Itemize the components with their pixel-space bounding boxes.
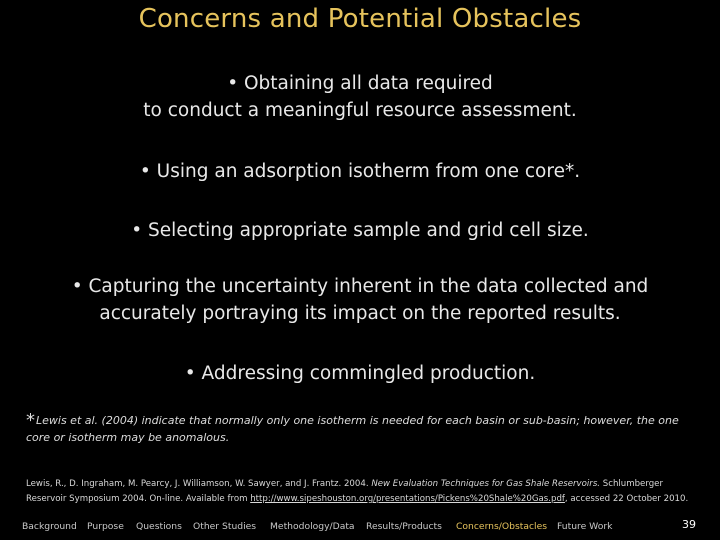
reference-citation [26,477,696,507]
nav-other-studies[interactable]: Other Studies [193,521,257,532]
bullet-sample-grid-size: • Selecting appropriate sample and grid cell size. [131,220,589,241]
footnote [26,412,696,446]
reference-venue: Schlumberger Reservoir Symposium 2004. On-line. Available from [26,479,663,504]
reference-authors: Lewis, R., D. Ingraham, M. Pearcy, J. Williamson, W. Sawyer, and J. Frantz. 2004. [26,479,369,489]
footnote-marker: * [26,410,35,431]
nav-methodology-data[interactable]: Methodology/Data [270,521,355,532]
bullet-obtaining-data: • Obtaining all data required to conduct a meaningful resource assessment. [143,73,577,121]
footnote-text: Lewis et al. (2004) indicate that normally only one isotherm is needed for each basin or sub-basin; however, the one core or isotherm may be anomalous. [26,414,679,444]
nav-results-products[interactable]: Results/Products [366,521,442,532]
reference-title: New Evaluation Techniques for Gas Shale Reservoirs. [371,479,601,489]
reference-accessed: , accessed 22 October 2010. [564,494,689,504]
bullet-uncertainty: • Capturing the uncertainty inherent in the data collected and accurately portraying its impact on the reported results. [71,276,649,324]
slide-title: Concerns and Potential Obstacles [138,4,582,34]
bullet-commingled-production: • Addressing commingled production. [184,363,536,384]
nav-questions[interactable]: Questions [136,521,182,532]
nav-concerns-obstacles[interactable]: Concerns/Obstacles [456,521,548,532]
reference-link[interactable]: http://www.sipeshouston.org/presentations/Pickens%20Shale%20Gas.pdf [250,494,565,504]
nav-background[interactable]: Background [22,521,77,532]
nav-purpose[interactable]: Purpose [87,521,124,532]
page-number: 39 [682,518,696,531]
bullet-adsorption-isotherm: • Using an adsorption isotherm from one core*. [139,161,581,182]
nav-future-work[interactable]: Future Work [557,521,613,532]
